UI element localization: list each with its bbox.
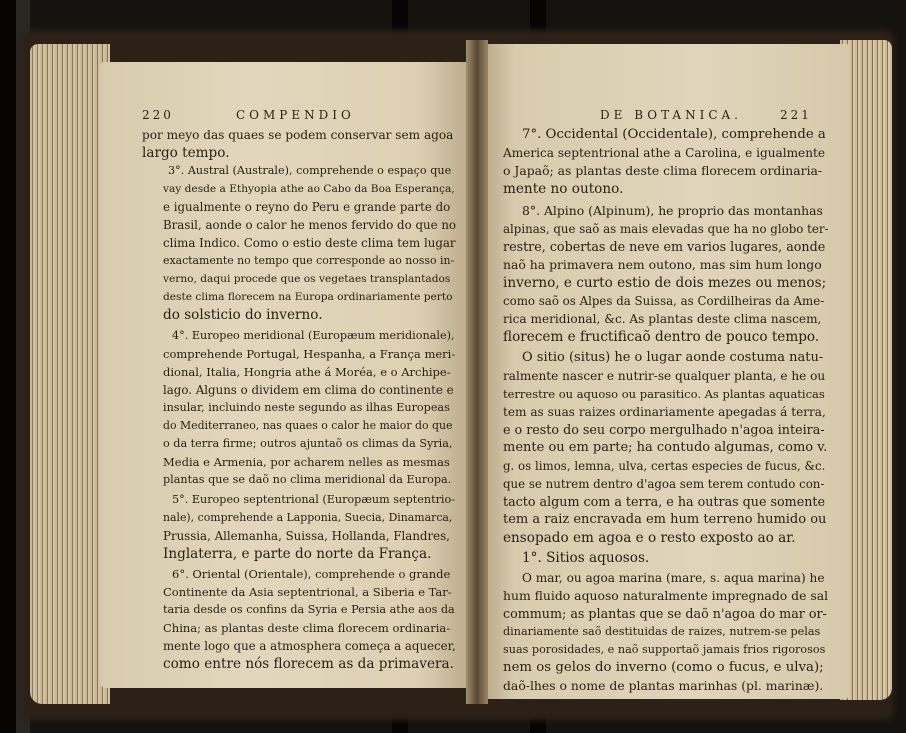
right-line: dinariamente saõ destituidas de raizes, nutrem-se pelas [503, 625, 821, 638]
right-line: O mar, ou agoa marina (mare, s. aqua marina) he [522, 571, 825, 585]
right-line: 8°. Alpino (Alpinum), he proprio das montanhas [522, 203, 823, 218]
right-line: tacto algum com a terra, e ha outras que somente [503, 494, 825, 509]
page-edges-left [30, 44, 110, 704]
page-number-left: 220 [142, 108, 174, 122]
left-line: verno, daqui procede que os vegetaes transplantados [163, 273, 451, 285]
right-line: restre, cobertas de neve em varios lugares, aonde [503, 239, 826, 254]
left-line: do Mediterraneo, nas quaes o calor he maior do que [163, 419, 453, 432]
right-line: 1°. Sitios aquosos. [522, 550, 650, 566]
left-line: mente logo que a atmosphera começa a aquecer, [163, 639, 456, 653]
right-line: nem os gelos do inverno (como o fucus, e ulva); [503, 660, 824, 675]
running-head-right: DE BOTANICA. [600, 108, 742, 122]
right-line: que se nutrem dentro d'agoa sem terem contudo con- [503, 477, 825, 491]
right-line: naõ ha primavera nem outono, mas sim hum longo [503, 257, 822, 272]
running-head-left: COMPENDIO [236, 108, 355, 122]
left-line: 3°. Austral (Australe), comprehende o espaço que [168, 164, 452, 177]
left-line: dional, Italia, Hongria athe á Moréa, e o Archipe- [163, 365, 451, 379]
right-line: suas porosidades, e naõ supportaõ jamais frios rigorosos [503, 643, 826, 656]
right-line: alpinas, que saõ as mais elevadas que ha no globo ter- [503, 222, 829, 236]
left-line: exactamente no tempo que corresponde ao nosso in- [163, 254, 455, 267]
left-line: comprehende Portugal, Hespanha, a França meri- [163, 347, 456, 361]
left-line: o da terra firme; outros ajuntaõ os climas da Syria, [163, 437, 453, 450]
right-line: commum; as plantas que se daõ n'agoa do mar or- [503, 606, 827, 621]
right-line: mente no outono. [503, 181, 624, 197]
left-line: 4°. Europeo meridional (Europæum meridionale), [172, 329, 455, 342]
right-line: ralmente nascer e nutrir-se qualquer planta, e he ou [503, 369, 826, 383]
left-line: nale), comprehende a Lapponia, Suecia, Dinamarca, [163, 511, 453, 524]
left-line: por meyo das quaes se podem conservar sem agoa [142, 128, 454, 142]
left-line: deste clima florecem na Europa ordinariamente perto [163, 291, 453, 303]
right-line: tem as suas raizes ordinariamente apegadas á terra, [503, 405, 826, 419]
left-line: Inglaterra, e parte do norte da França. [163, 546, 432, 562]
right-line: g. os limos, lemna, ulva, certas especies de fucus, &c. [503, 459, 826, 473]
right-line: terrestre ou aquoso ou parasitico. As plantas aquaticas [503, 387, 825, 401]
right-line: rica meridional, &c. As plantas deste clima nascem, [503, 312, 822, 326]
left-line: como entre nós florecem as da primavera. [163, 656, 454, 672]
right-line: daõ-lhes o nome de plantas marinhas (pl. marinæ). [503, 678, 824, 693]
left-line: largo tempo. [142, 145, 230, 161]
right-line: florecem e fructificaõ dentro de pouco tempo. [503, 329, 820, 345]
left-line: Prussia, Allemanha, Suissa, Hollanda, Flandres, [163, 529, 450, 543]
left-line: China; as plantas deste clima florecem ordinaria- [163, 621, 451, 635]
right-line: como saõ os Alpes da Suissa, as Cordilheiras da Ame- [503, 294, 825, 308]
background-bar [0, 0, 16, 733]
right-line: hum fluido aquoso naturalmente impregnado de sal [503, 588, 829, 603]
right-line: tem a raiz encravada em hum terreno humido ou [503, 512, 827, 527]
left-line: do solsticio do inverno. [163, 307, 323, 323]
right-line: America septentrional athe a Carolina, e igualmente [503, 146, 826, 160]
right-line: o Japaõ; as plantas deste clima florecem ordinaria- [503, 163, 823, 178]
left-line: plantas que se daõ no clima meridional da Europa. [163, 473, 452, 486]
right-line: inverno, e curto estio de dois mezes ou menos; [503, 275, 827, 291]
right-line: e o resto do seu corpo mergulhado n'agoa inteira- [503, 422, 825, 437]
left-line: Continente da Asia septentrional, a Siberia e Tar- [163, 585, 452, 599]
left-line: vay desde a Ethyopia athe ao Cabo da Boa Esperança, [163, 183, 455, 195]
left-line: e igualmente o reyno do Peru e grande parte do [163, 200, 451, 214]
right-line: ensopado em agoa e o resto exposto ao ar. [503, 530, 796, 546]
left-line: clima Indico. Como o estio deste clima tem lugar [163, 236, 456, 250]
left-line: insular, incluindo neste segundo as ilhas Europeas [163, 401, 450, 414]
page-number-right: 221 [780, 108, 812, 122]
left-line: 5°. Europeo septentrional (Europæum septentrio- [172, 493, 456, 506]
left-line: taria desde os confins da Syria e Persia athe aos da [163, 603, 455, 616]
left-line: Media e Armenia, por acharem nelles as mesmas [163, 455, 450, 469]
left-line: lago. Alguns o dividem em clima do continente e [163, 383, 454, 397]
book-gutter [466, 40, 488, 704]
right-line: 7°. Occidental (Occidentale), comprehende a [522, 127, 826, 142]
left-line: 6°. Oriental (Orientale), comprehende o grande [172, 567, 451, 581]
left-line: Brasil, aonde o calor he menos fervido do que no [163, 218, 457, 232]
right-line: mente ou em parte; ha contudo algumas, como v. [503, 440, 828, 455]
right-line: O sitio (situs) he o lugar aonde costuma natu- [522, 350, 824, 365]
